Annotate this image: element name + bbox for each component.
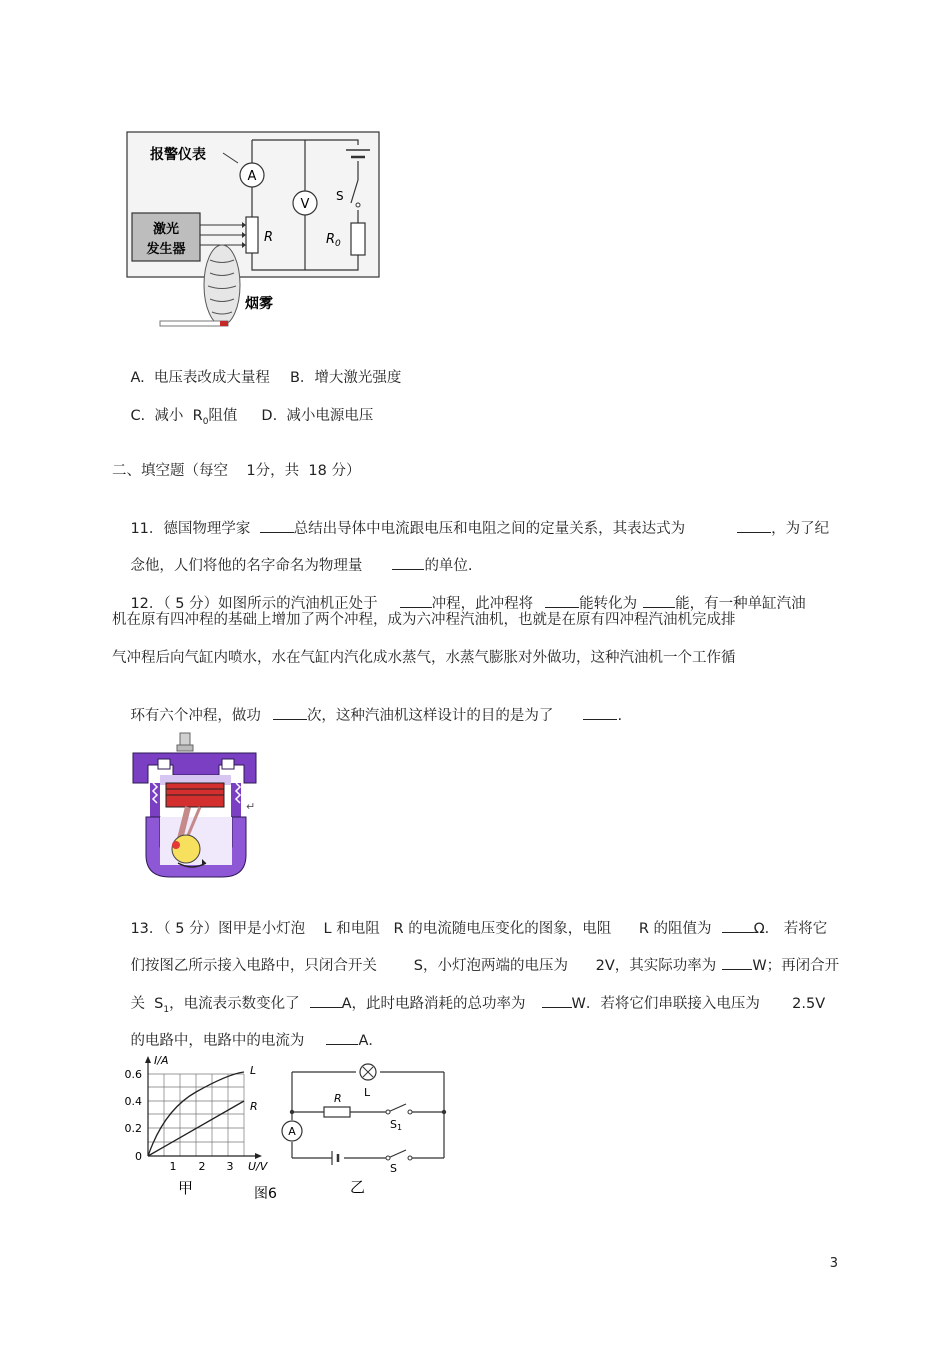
option-d: D. 减小电源电压 <box>261 408 374 424</box>
smoke-alarm-circuit-figure <box>120 125 385 335</box>
return-mark-icon: ↵ <box>246 800 256 813</box>
r0-label: $R_0$ <box>326 232 341 249</box>
r-label: R <box>264 230 274 245</box>
x-tick: 2 <box>198 1160 206 1173</box>
q11-line-1: 11．德国物理学家 总结出导体中电流跟电压和电阻之间的定量关系，其表达式为 ，为了纪 <box>112 498 829 559</box>
answer-blank[interactable] <box>392 555 424 570</box>
curve-l-label: L <box>250 1064 257 1077</box>
option-a: A. 电压表改成大量程 <box>130 370 270 386</box>
circuit-yi-figure <box>278 1060 453 1200</box>
answer-blank[interactable] <box>542 993 572 1008</box>
switch-label: S <box>336 189 344 203</box>
y-tick: 0 <box>135 1150 142 1163</box>
ammeter-label: A <box>288 1125 296 1138</box>
answer-blank[interactable] <box>722 955 752 970</box>
voltmeter-label: V <box>300 197 310 212</box>
gasoline-engine-figure <box>128 725 263 880</box>
option-b: B．增大激光强度 <box>289 370 402 386</box>
option-c: C. 减小 $R_0$阻值 <box>130 408 238 427</box>
answer-blank[interactable] <box>545 593 579 608</box>
answer-blank[interactable] <box>583 705 617 720</box>
y-axis-label: I/A <box>154 1054 169 1067</box>
resistor-label: R <box>334 1092 342 1105</box>
switch-s-label: S <box>390 1162 397 1175</box>
y-tick: 0.2 <box>124 1122 142 1135</box>
answer-blank[interactable] <box>643 593 675 608</box>
x-tick: 3 <box>226 1160 234 1173</box>
q10-options-row-2 <box>112 386 373 452</box>
answer-blank[interactable] <box>310 993 342 1008</box>
caption-figure-6: 图6 <box>254 1186 277 1202</box>
q13-line-2: 们按图乙所示接入电路中，只闭合开关 S，小灯泡两端的电压为 2V，其实际功率为 W；再闭合开 <box>112 935 839 996</box>
lamp-label: L <box>364 1086 371 1099</box>
answer-blank[interactable] <box>400 593 432 608</box>
laser-label-1: 激光 <box>152 222 180 237</box>
curve-r-label: R <box>250 1100 258 1113</box>
switch-s1-label: S1 <box>390 1118 403 1132</box>
ammeter-label: A <box>247 169 257 184</box>
alarm-meter-label: 报警仪表 <box>150 147 206 163</box>
iv-graph-figure <box>118 1050 278 1205</box>
q12-line-2: 机在原有四冲程的基础上增加了两个冲程，成为六冲程汽油机，也就是在原有四冲程汽油机完成排 <box>112 612 736 628</box>
q13-line-3: 关 $S_1$，电流表示数变化了 A，此时电路消耗的总功率为 W．若将它们串联接入电压为 2.5V <box>112 973 825 1040</box>
answer-blank[interactable] <box>737 518 771 533</box>
y-tick: 0.6 <box>124 1068 142 1081</box>
y-tick: 0.4 <box>124 1095 142 1108</box>
x-tick: 1 <box>169 1160 177 1173</box>
caption-yi: 乙 <box>350 1178 366 1196</box>
answer-blank[interactable] <box>273 705 307 720</box>
q12-line-1: 12．（ 5 分）如图所示的汽油机正处于 冲程，此冲程将 能转化为 能，有一种单缸汽油 <box>112 573 806 634</box>
answer-blank[interactable] <box>722 918 754 933</box>
q13-line-1: 13．（ 5 分）图甲是小灯泡 L 和电阻 R 的电流随电压变化的图象，电阻 R 的阻值为 Ω． 若将它 <box>112 898 827 959</box>
q11-line-2: 念他，人们将他的名字命名为物理量 的单位. <box>112 535 473 596</box>
q13-line-4: 的电路中，电路中的电流为 A． <box>112 1010 383 1071</box>
laser-label-2: 发生器 <box>146 242 186 257</box>
page-number: 3 <box>829 1256 838 1271</box>
smoke-label: 烟雾 <box>245 296 273 312</box>
answer-blank[interactable] <box>260 518 294 533</box>
q12-line-4: 环有六个冲程，做功 次，这种汽油机这样设计的目的是为了 . <box>112 685 622 746</box>
x-axis-label: U/V <box>248 1160 268 1173</box>
section-heading: 二、填空题（每空 1分，共 18 分） <box>112 463 361 479</box>
q12-line-3: 气冲程后向气缸内喷水，水在气缸内汽化成水蒸气，水蒸气膨胀对外做功，这种汽油机一个工作循 <box>112 650 736 666</box>
answer-blank[interactable] <box>326 1030 358 1045</box>
caption-jia: 甲 <box>178 1179 194 1197</box>
